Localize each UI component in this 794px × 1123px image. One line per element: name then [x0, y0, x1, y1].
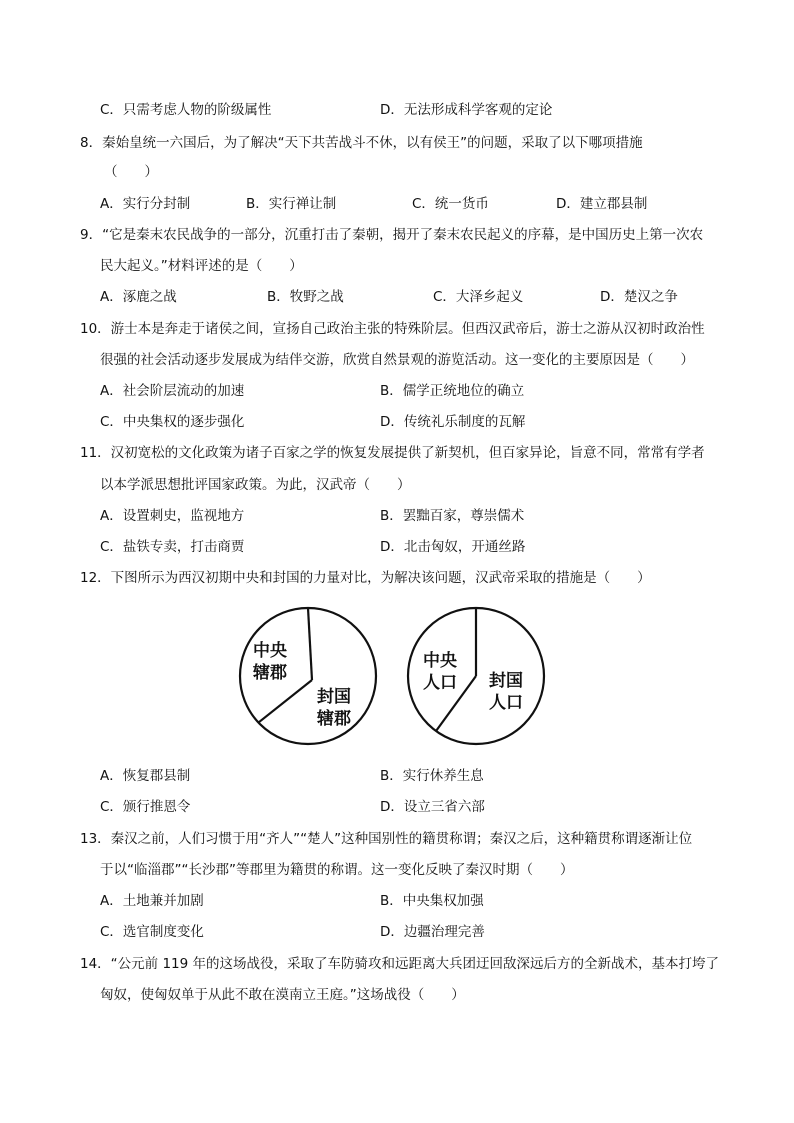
pie-2-slice-1-label: 人口	[423, 673, 457, 693]
q9-option-d: D．楚汉之争	[600, 289, 678, 305]
q13-option-d: D．边疆治理完善	[380, 924, 485, 940]
q13-stem-cont: 于以“临淄郡”“长沙郡”等郡里为籍贯的称谓。这一变化反映了秦汉时期（ ）	[100, 862, 574, 878]
q13-stem: 13．秦汉之前，人们习惯于用“齐人”“楚人”这种国别性的籍贯称谓；秦汉之后，这种籍贯称谓逐渐让位	[80, 831, 693, 847]
q10-stem: 10．游士本是奔走于诸侯之间，宣扬自己政治主张的特殊阶层。但西汉武帝后，游士之游从汉初时政治性	[80, 321, 705, 337]
q11-option-d: D．北击匈奴，开通丝路	[380, 539, 526, 555]
q9-option-c: C．大泽乡起义	[433, 289, 524, 305]
q8-stem: 8．秦始皇统一六国后，为了解决“天下共苦战斗不休，以有侯王”的问题，采取了以下哪项措施	[80, 135, 643, 151]
pie-1-slice-1-label: 中央	[253, 641, 287, 661]
q12-option-a: A．恢复郡县制	[100, 768, 191, 784]
q10-option-a: A．社会阶层流动的加速	[100, 383, 245, 399]
q8-option-d: D．建立郡县制	[556, 196, 648, 212]
q13-option-c: C．选官制度变化	[100, 924, 204, 940]
q12-stem: 12．下图所示为西汉初期中央和封国的力量对比，为解决该问题，汉武帝采取的措施是（ ）	[80, 570, 651, 586]
q12-pie-charts	[230, 600, 560, 750]
q9-option-b: B．牧野之战	[267, 289, 344, 305]
q11-stem: 11．汉初宽松的文化政策为诸子百家之学的恢复发展提供了新契机，但百家异论，旨意不同，常常有学者	[80, 445, 705, 461]
pie-1-slice-2-label: 封国	[317, 687, 351, 707]
q7-option-c: C．只需考虑人物的阶级属性	[100, 102, 272, 118]
q9-option-a: A．涿鹿之战	[100, 289, 177, 305]
pie-2-slice-2-label: 封国	[489, 671, 523, 691]
q8-option-c: C．统一货币	[412, 196, 489, 212]
q10-option-b: B．儒学正统地位的确立	[380, 383, 525, 399]
q14-stem: 14．“公元前 119 年的这场战役，采取了车防骑攻和远距离大兵团迂回敌深远后方的全新战术，基本打垮了	[80, 956, 720, 972]
q10-option-c: C．中央集权的逐步强化	[100, 414, 245, 430]
pie-2-slice-2-label: 人口	[489, 693, 523, 713]
q12-option-c: C．颁行推恩令	[100, 799, 191, 815]
q11-option-b: B．罢黜百家，尊崇儒术	[380, 508, 525, 524]
q14-stem-cont: 匈奴，使匈奴单于从此不敢在漠南立王庭。”这场战役（ ）	[100, 987, 465, 1003]
pie-2-slice-1-label: 中央	[423, 651, 457, 671]
q9-stem-cont: 民大起义。”材料评述的是（ ）	[100, 258, 303, 274]
q13-option-b: B．中央集权加强	[380, 893, 484, 909]
q12-option-b: B．实行休养生息	[380, 768, 484, 784]
pie-1-slice-1-label: 辖郡	[253, 663, 287, 683]
q13-option-a: A．土地兼并加剧	[100, 893, 204, 909]
q12-option-d: D．设立三省六部	[380, 799, 485, 815]
pie-1-slice-2-label: 辖郡	[317, 709, 351, 729]
q10-option-d: D．传统礼乐制度的瓦解	[380, 414, 526, 430]
q8-stem-cont: （ ）	[104, 164, 158, 180]
q7-option-d: D．无法形成科学客观的定论	[380, 102, 553, 118]
q10-stem-cont: 很强的社会活动逐步发展成为结伴交游，欣赏自然景观的游览活动。这一变化的主要原因是（ ）	[100, 352, 694, 368]
q11-option-c: C．盐铁专卖，打击商贾	[100, 539, 245, 555]
q11-option-a: A．设置刺史，监视地方	[100, 508, 245, 524]
q8-option-a: A．实行分封制	[100, 196, 191, 212]
q8-option-b: B．实行禅让制	[246, 196, 337, 212]
q9-stem: 9．“它是秦末农民战争的一部分，沉重打击了秦朝，揭开了秦末农民起义的序幕，是中国历史上第一次农	[80, 227, 704, 243]
q11-stem-cont: 以本学派思想批评国家政策。为此，汉武帝（ ）	[100, 477, 411, 493]
